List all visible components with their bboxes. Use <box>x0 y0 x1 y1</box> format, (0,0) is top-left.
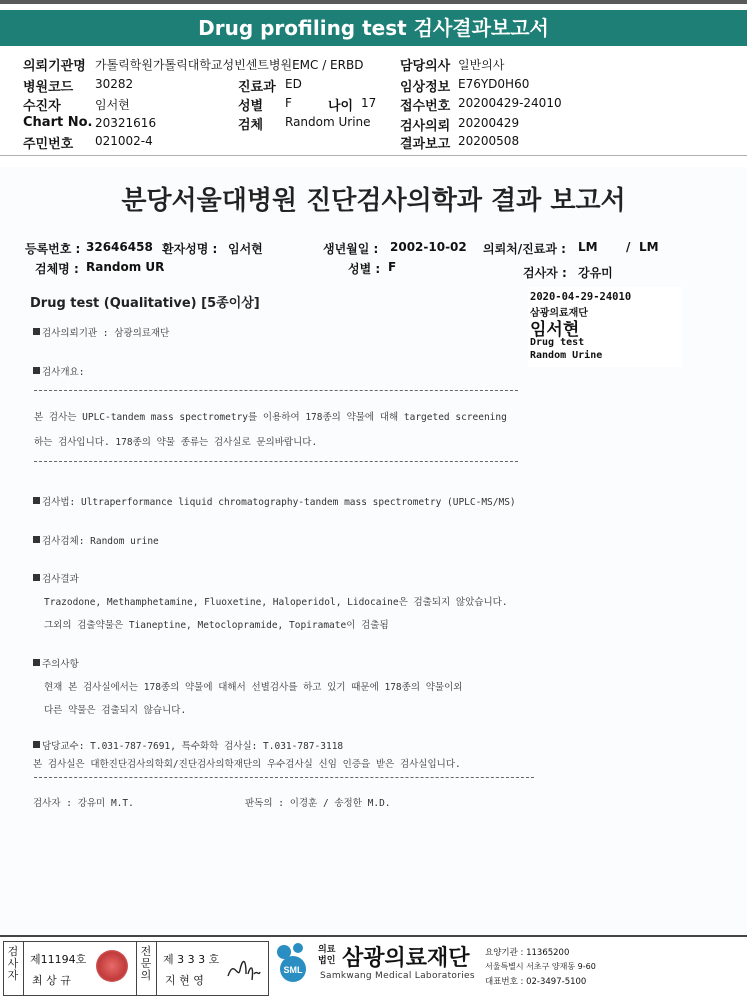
hospital-code-label: 병원코드 <box>23 80 74 95</box>
footer-divider <box>0 935 747 937</box>
sex-label: 성별 <box>238 99 264 114</box>
result-line-2: 그외의 검출약물은 Tianeptine, Metoclopramide, Topiramate이 검출됨 <box>44 620 389 631</box>
corp-name: 삼광의료재단 <box>342 946 470 971</box>
sticker-barcode-no: 2020-04-29-24010 <box>530 291 632 303</box>
reg-no-label: 등록번호 : <box>25 242 81 256</box>
birth-value: 2002-10-02 <box>390 240 467 254</box>
receipt-no-value: 20200429-24010 <box>458 96 562 110</box>
agency-line <box>33 325 169 339</box>
report-date-value: 20200508 <box>458 134 520 148</box>
tester-vertical-label: 검 사 자 <box>7 945 19 982</box>
sticker-patient: 임서현 <box>530 320 580 340</box>
report-specimen-label: 검체명 : <box>35 262 79 276</box>
sticker-test: Drug test <box>530 337 585 348</box>
tester-license: 제11194호 <box>30 953 87 966</box>
specimen-label-sticker <box>528 287 682 367</box>
result-line-1: Trazodone, Methamphetamine, Fluoxetine, Haloperidol, Lidocaine은 검출되지 않았습니다. <box>44 597 508 608</box>
overview-text: 검사개요: <box>42 367 85 378</box>
institution-label: 의뢰기관명 <box>23 59 86 74</box>
requester-a: LM <box>578 240 598 254</box>
overview-line <box>33 364 84 378</box>
age-label: 나이 <box>328 99 354 114</box>
sex-value: F <box>285 96 292 110</box>
caution-head-text: 주의사항 <box>42 659 79 670</box>
bullet-icon <box>33 741 40 748</box>
report-patient-label: 환자성명 : <box>162 242 218 256</box>
signature-box <box>3 941 269 996</box>
request-value: 20200429 <box>458 116 520 130</box>
requester-label: 의뢰처/진료과 : <box>483 242 566 256</box>
corp-prefix-1: 의료 <box>318 945 336 955</box>
request-label: 검사의뢰 <box>400 119 451 134</box>
caution-line-2: 다른 약물은 검출되지 않습니다. <box>44 705 187 716</box>
birth-label: 생년월일 : <box>323 242 379 256</box>
institution-value: 가톨릭학원가톨릭대학교성빈센트병원EMC / ERBD <box>95 58 364 72</box>
bullet-icon <box>33 659 40 666</box>
rrn-label: 주민번호 <box>23 137 74 152</box>
desc-line-1: 본 검사는 UPLC-tandem mass spectrometry를 이용하여 178종의 약물에 대해 targeted screening <box>34 412 507 423</box>
doctor-value: 일반의사 <box>458 58 505 72</box>
doctor-label: 담당의사 <box>400 59 451 74</box>
corp-prefix-2: 법인 <box>318 956 336 966</box>
specialist-license: 제 3 3 3 호 <box>163 953 220 966</box>
logo-text: SML <box>283 965 303 975</box>
bullet-icon <box>33 536 40 543</box>
report-title: 분당서울대병원 진단검사의학과 결과 보고서 <box>121 186 626 216</box>
caution-head <box>33 656 79 670</box>
patient-label: 수진자 <box>23 99 61 114</box>
sticker-org: 삼광의료재단 <box>530 308 588 319</box>
specimen-text: 검사검체: Random urine <box>42 536 159 547</box>
handwritten-signature <box>224 952 262 986</box>
divider <box>23 942 24 995</box>
contact-line <box>33 738 343 752</box>
page-title: Drug profiling test 검사결과보고서 <box>198 16 549 40</box>
agency-text: 검사의뢰기관 : 삼광의료재단 <box>42 328 170 339</box>
specimen-line <box>33 533 159 547</box>
specimen-value: Random Urine <box>285 115 371 129</box>
requester-sep: / <box>626 240 631 254</box>
tester-label: 검사자 : <box>523 266 567 280</box>
reg-no-value: 32646458 <box>86 240 153 254</box>
tester-signoff: 검사자 : 강유미 M.T. <box>33 798 134 809</box>
rrn-value: 021002-4 <box>95 134 153 148</box>
caution-line-1: 현재 본 검사실에서는 178종의 약물에 대해서 선별검사를 하고 있기 때문에 178종의 약물이외 <box>44 682 463 693</box>
result-head <box>33 571 79 585</box>
header-divider <box>0 155 747 156</box>
report-scan <box>0 167 747 935</box>
tester-value: 강유미 <box>578 266 613 280</box>
report-sex-label: 성별 : <box>348 262 381 276</box>
chart-label: Chart No. <box>23 115 93 130</box>
specialist-vertical-label: 전 문 의 <box>140 945 152 982</box>
requester-b: LM <box>639 240 659 254</box>
test-name: Drug test (Qualitative) [5종이상] <box>30 296 260 311</box>
result-head-text: 검사결과 <box>42 574 79 585</box>
age-value: 17 <box>361 96 377 110</box>
receipt-no-label: 접수번호 <box>400 99 451 114</box>
top-border <box>0 0 747 4</box>
bullet-icon <box>33 328 40 335</box>
dept-label: 진료과 <box>238 80 276 95</box>
address: 서울특별시 서초구 양재동 9-60 <box>485 962 596 971</box>
method-text: 검사법: Ultraperformance liquid chromatography-tandem mass spectrometry (UPLC-MS/MS) <box>42 497 516 508</box>
specimen-label: 검체 <box>238 118 264 133</box>
org-number: 요양기관 : 11365200 <box>485 948 570 958</box>
red-seal-stamp <box>96 950 128 982</box>
dept-value: ED <box>285 77 302 91</box>
sml-logo-icon <box>272 942 314 984</box>
specialist-name: 지 현 영 <box>165 974 204 987</box>
contact-text: 담당교수: T.031-787-7691, 특수화학 검사실: T.031-787-3118 <box>42 741 344 752</box>
bullet-icon <box>33 574 40 581</box>
clinical-value: E76YD0H60 <box>458 77 530 91</box>
corp-english-name: Samkwang Medical Laboratories <box>320 971 475 981</box>
patient-value: 임서현 <box>95 98 130 112</box>
dashed-divider <box>34 390 518 391</box>
divider <box>136 942 137 995</box>
divider <box>156 942 157 995</box>
report-title-bar <box>0 10 747 46</box>
tester-name: 최 상 규 <box>32 974 71 987</box>
bullet-icon <box>33 367 40 374</box>
dashed-divider <box>34 461 518 462</box>
sticker-specimen: Random Urine <box>530 350 603 361</box>
bullet-icon <box>33 497 40 504</box>
report-date-label: 결과보고 <box>400 137 451 152</box>
reader-signoff: 판독의 : 이경훈 / 송정한 M.D. <box>245 798 391 809</box>
desc-line-2: 하는 검사입니다. 178종의 약물 종류는 검사실로 문의바랍니다. <box>34 437 318 448</box>
clinical-label: 임상정보 <box>400 80 451 95</box>
hospital-code-value: 30282 <box>95 77 134 91</box>
method-line <box>33 494 516 508</box>
report-sex-value: F <box>388 260 397 274</box>
dashed-divider <box>34 777 534 778</box>
report-patient-value: 임서현 <box>228 242 263 256</box>
cert-line: 본 검사실은 대한진단검사의학회/진단검사의학재단의 우수검사실 신임 인증을 받은 검사실입니다. <box>33 759 461 770</box>
chart-value: 20321616 <box>95 116 157 130</box>
phone: 대표번호 : 02-3497-5100 <box>485 977 587 987</box>
report-specimen-value: Random UR <box>86 260 165 274</box>
